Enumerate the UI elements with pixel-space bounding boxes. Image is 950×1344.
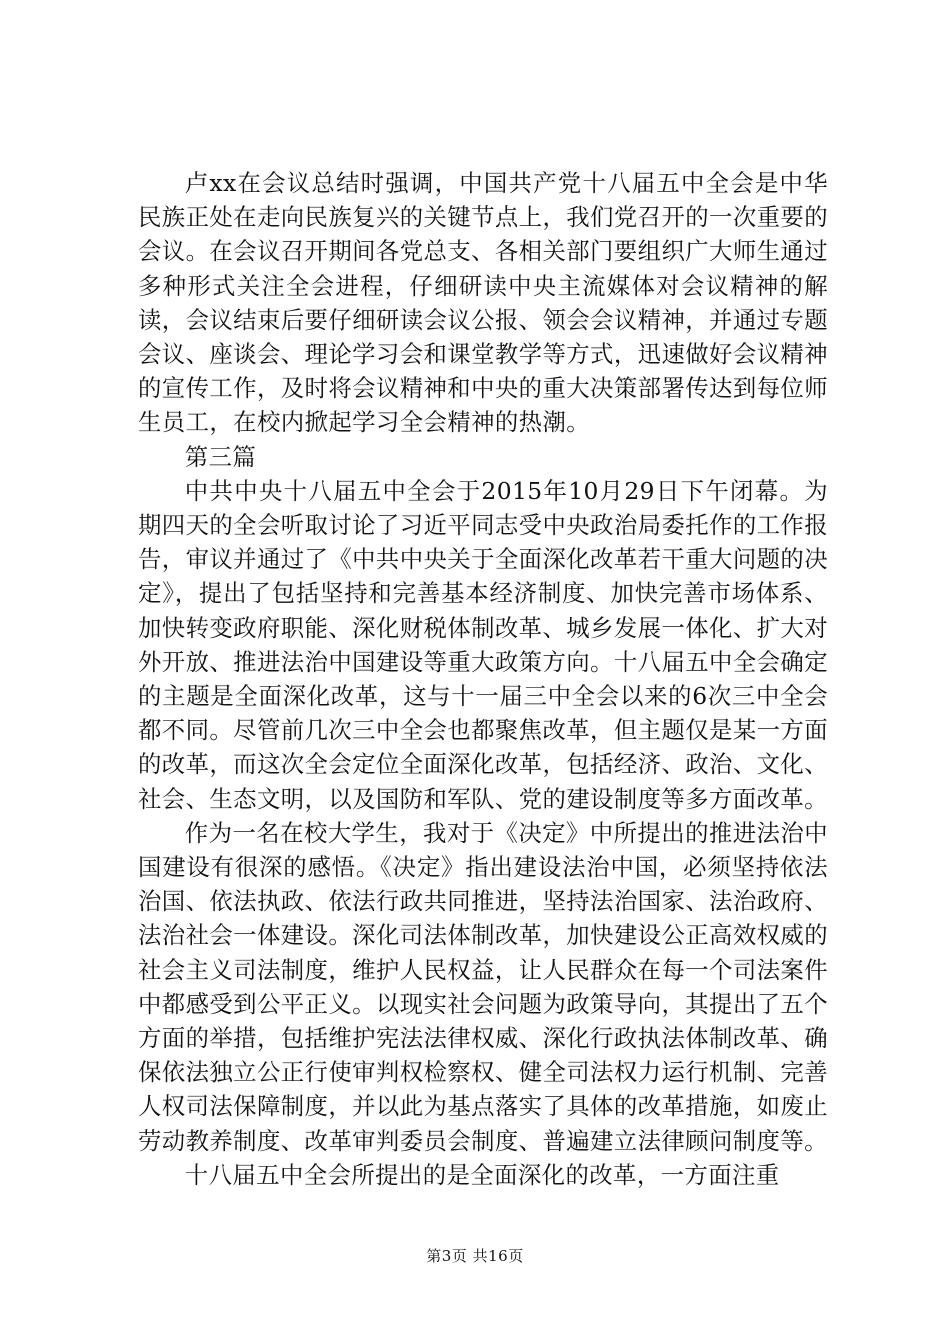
paragraph-plenum-overview: 中共中央十八届五中全会于2015年10月29日下午闭幕。为期四天的全会听取讨论了习近平同志受中央政治局委托作的工作报告，审议并通过了《中共中央关于全面深化改革若干重大问题的决定》，提出了包括坚持和完善基本经济制度、加快完善市场体系、加快转变政府职能、深化财税体制改革、城乡发展一体化、扩大对外开放、推进法治中国建设等重大政策方向。十八届五中全会确定的主题是全面深化改革，这与十一届三中全会以来的6次三中全会都不同。尽管前几次三中全会也都聚焦改革，但主题仅是某一方面的改革，而这次全会定位全面深化改革，包括经济、政治、文化、社会、生态文明，以及国防和军队、党的建设制度等多方面改革。: [138, 476, 828, 813]
page-footer: 第3页 共16页: [426, 1247, 524, 1265]
document-body: [138, 166, 828, 1192]
section-heading: 第三篇: [184, 442, 257, 471]
paragraph-summary: 卢xx在会议总结时强调，中国共产党十八届五中全会是中华民族正处在走向民族复兴的关键节点上，我们党召开的一次重要的会议。在会议召开期间各党总支、各相关部门要组织广大师生通过多种形式关注全会进程，仔细研读中央主流媒体对会议精神的解读，会议结束后要仔细研读会议公报、领会会议精神，并通过专题会议、座谈会、理论学习会和课堂教学等方式，迅速做好会议精神的宣传工作，及时将会议精神和中央的重大决策部署传达到每位师生员工，在校内掀起学习全会精神的热潮。: [138, 169, 828, 437]
paragraph-continued: 十八届五中全会所提出的是全面深化的改革，一方面注重: [184, 1160, 780, 1189]
paragraph-rule-of-law: 作为一名在校大学生，我对于《决定》中所提出的推进法治中国建设有很深的感悟。《决定》指出建设法治中国，必须坚持依法治国、依法执政、依法行政共同推进，坚持法治国家、法治政府、法治社会一体建设。深化司法体制改革，加快建设公正高效权威的社会主义司法制度，维护人民权益，让人民群众在每一个司法案件中都感受到公平正义。以现实社会问题为政策导向，其提出了五个方面的举措，包括维护宪法法律权威、深化行政执法体制改革、确保依法独立公正行使审判权检察权、健全司法权力运行机制、完善人权司法保障制度，并以此为基点落实了具体的改革措施，如废止劳动教养制度、改革审判委员会制度、普遍建立法律顾问制度等。: [138, 818, 828, 1155]
